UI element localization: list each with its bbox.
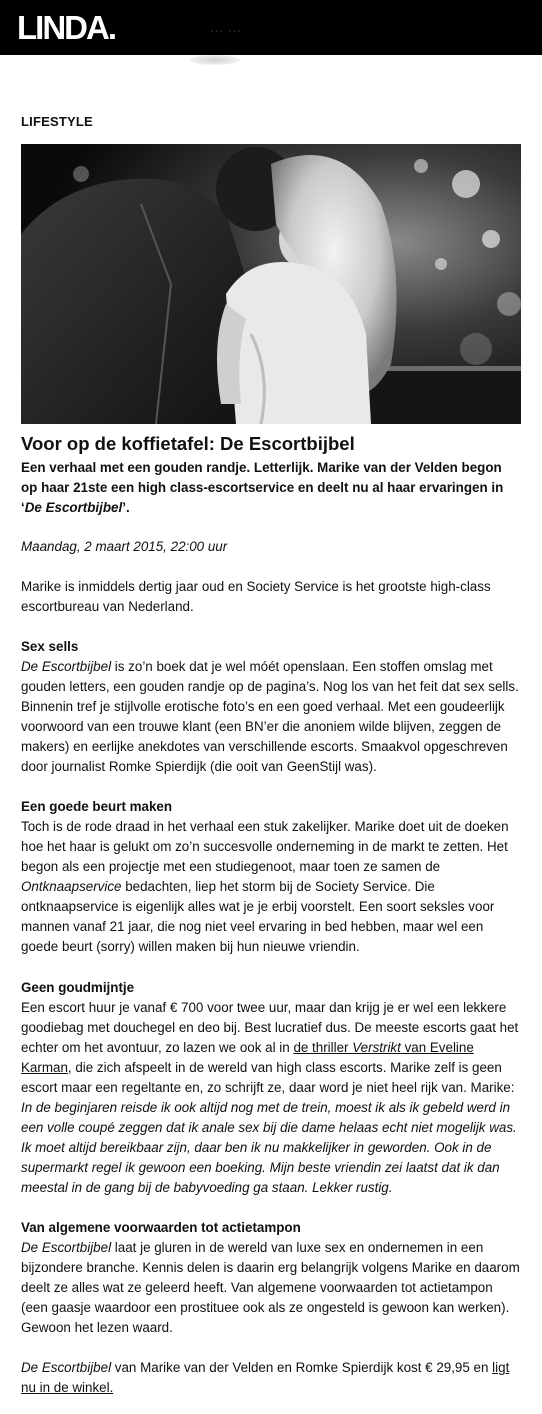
intro-book-title: De Escortbijbel [24, 500, 123, 515]
section-sex-sells [21, 637, 521, 777]
paragraph-1: Marike is inmiddels dertig jaar oud en Society Service is het grootste high-class escortbureau van Nederland. [21, 579, 491, 614]
section-text: Toch is de rode draad in het verhaal een stuk zakelijker. Marike doet uit de doeken hoe het haar is gelukt om zo’n succesvolle onderneming in de markt te zetten. Het begon als een projectje met een studiegenoot, maar toen ze samen de [21, 819, 509, 874]
store-link[interactable]: ligt nu in de winkel. [21, 1360, 510, 1395]
book-title: De Escortbijbel [21, 1360, 112, 1375]
section-goede-beurt [21, 797, 521, 957]
book-title: De Escortbijbel [21, 1240, 112, 1255]
section-heading: Sex sells [21, 639, 79, 654]
section-goudmijntje [21, 978, 521, 1198]
thriller-link-text: de thriller [293, 1040, 353, 1055]
section-heading: Van algemene voorwaarden tot actietampon [21, 1220, 301, 1235]
intro-text-1: Een verhaal met een gouden randje. Letterlijk. Marike van der Velden begon op haar 21ste een high class-escortservice en deelt nu al haar ervaringen in ‘ [21, 460, 504, 515]
article-category[interactable]: LIFESTYLE [21, 114, 93, 129]
thriller-link-title: Verstrikt [352, 1040, 401, 1055]
article-intro [21, 458, 521, 518]
article-date: Maandag, 2 maart 2015, 22:00 uur [21, 539, 228, 554]
closing-text: van Marike van der Velden en Romke Spierdijk kost € 29,95 en [111, 1360, 493, 1375]
intro-text-2: ’. [122, 500, 130, 515]
section-text: laat je gluren in de wereld van luxe sex en ondernemen in een bijzondere branche. Kennis delen is daarin erg belangrijk volgens Marike en daarom deelt ze alles wat ze geleerd heeft. Van algemene voorwaarden tot actietampon (een gaasje waardoor een prostituee ook als ze ongesteld is gewoon kan werken). Gewoon het lezen waard. [21, 1240, 520, 1335]
section-text: Een escort huur je vanaf € 700 voor twee uur, maar dan krijg je er wel een lekkere goodiebag met douchegel en deo bij. Best lucratief dus. De meeste escorts gaat het echter om het avontuur, zo lazen we ook al in [21, 1000, 519, 1055]
section-voorwaarden [21, 1218, 521, 1338]
section-heading: Geen goudmijntje [21, 980, 135, 995]
service-name: Ontknaapservice [21, 879, 122, 894]
closing-paragraph [21, 1358, 521, 1398]
header-menu-faded: ... ... [210, 19, 242, 36]
thriller-link-author: van Eveline Karman [21, 1040, 474, 1075]
site-logo[interactable]: LINDA. [17, 9, 115, 46]
site-header [0, 0, 542, 55]
section-text: , die zich afspeelt in de wereld van high class escorts. Marike zelf is geen escort maar een regeltante en, zo schrijft ze, daar word je niet heel rijk van. Marike: [21, 1060, 515, 1095]
header-shadow [190, 55, 240, 65]
article-title: Voor op de koffietafel: De Escortbijbel [21, 433, 355, 454]
book-title: De Escortbijbel [21, 659, 112, 674]
hero-image [21, 144, 521, 424]
marike-quote: In de beginjaren reisde ik ook altijd nog met de trein, moest ik als ik gebeld werd in een volle coupé zeggen dat ik anale sex bij die dame helaas echt niet mogelijk was. Ik moet altijd bereikbaar zijn, daar ben ik nu makkelijker in geworden. Ook in de supermarkt regel ik gewoon een boeking. Mijn beste vriendin zei laatst dat ik dan meestal in de gang bij de babyvoeding ga staan. Lekker rustig. [21, 1100, 517, 1195]
section-text: is zo’n boek dat je wel móét openslaan. Een stoffen omslag met gouden letters, een gouden randje op de pagina’s. Nog los van het feit dat sex sells. Binnenin tref je stijlvolle erotische foto’s en een goed verhaal. Met een goudeerlijk voorwoord van een trouwe klant (een BN’er die anoniem wilde blijven, zeggen de makers) en eerlijke anekdotes van verschillende escorts. Smaakvol opgeschreven door journalist Romke Spierdijk (die ooit van GeenStijl was). [21, 659, 519, 774]
section-heading: Een goede beurt maken [21, 799, 173, 814]
section-text: bedachten, liep het storm bij de Society Service. Die ontknaapservice is eigenlijk alles wat je je erbij voorstelt. Een soort seksles voor mannen vanaf 21 jaar, die nog niet veel ervaring in bed hebben, maar wel een goede beurt (sorry) willen maken bij hun nieuwe vriendin. [21, 879, 495, 954]
